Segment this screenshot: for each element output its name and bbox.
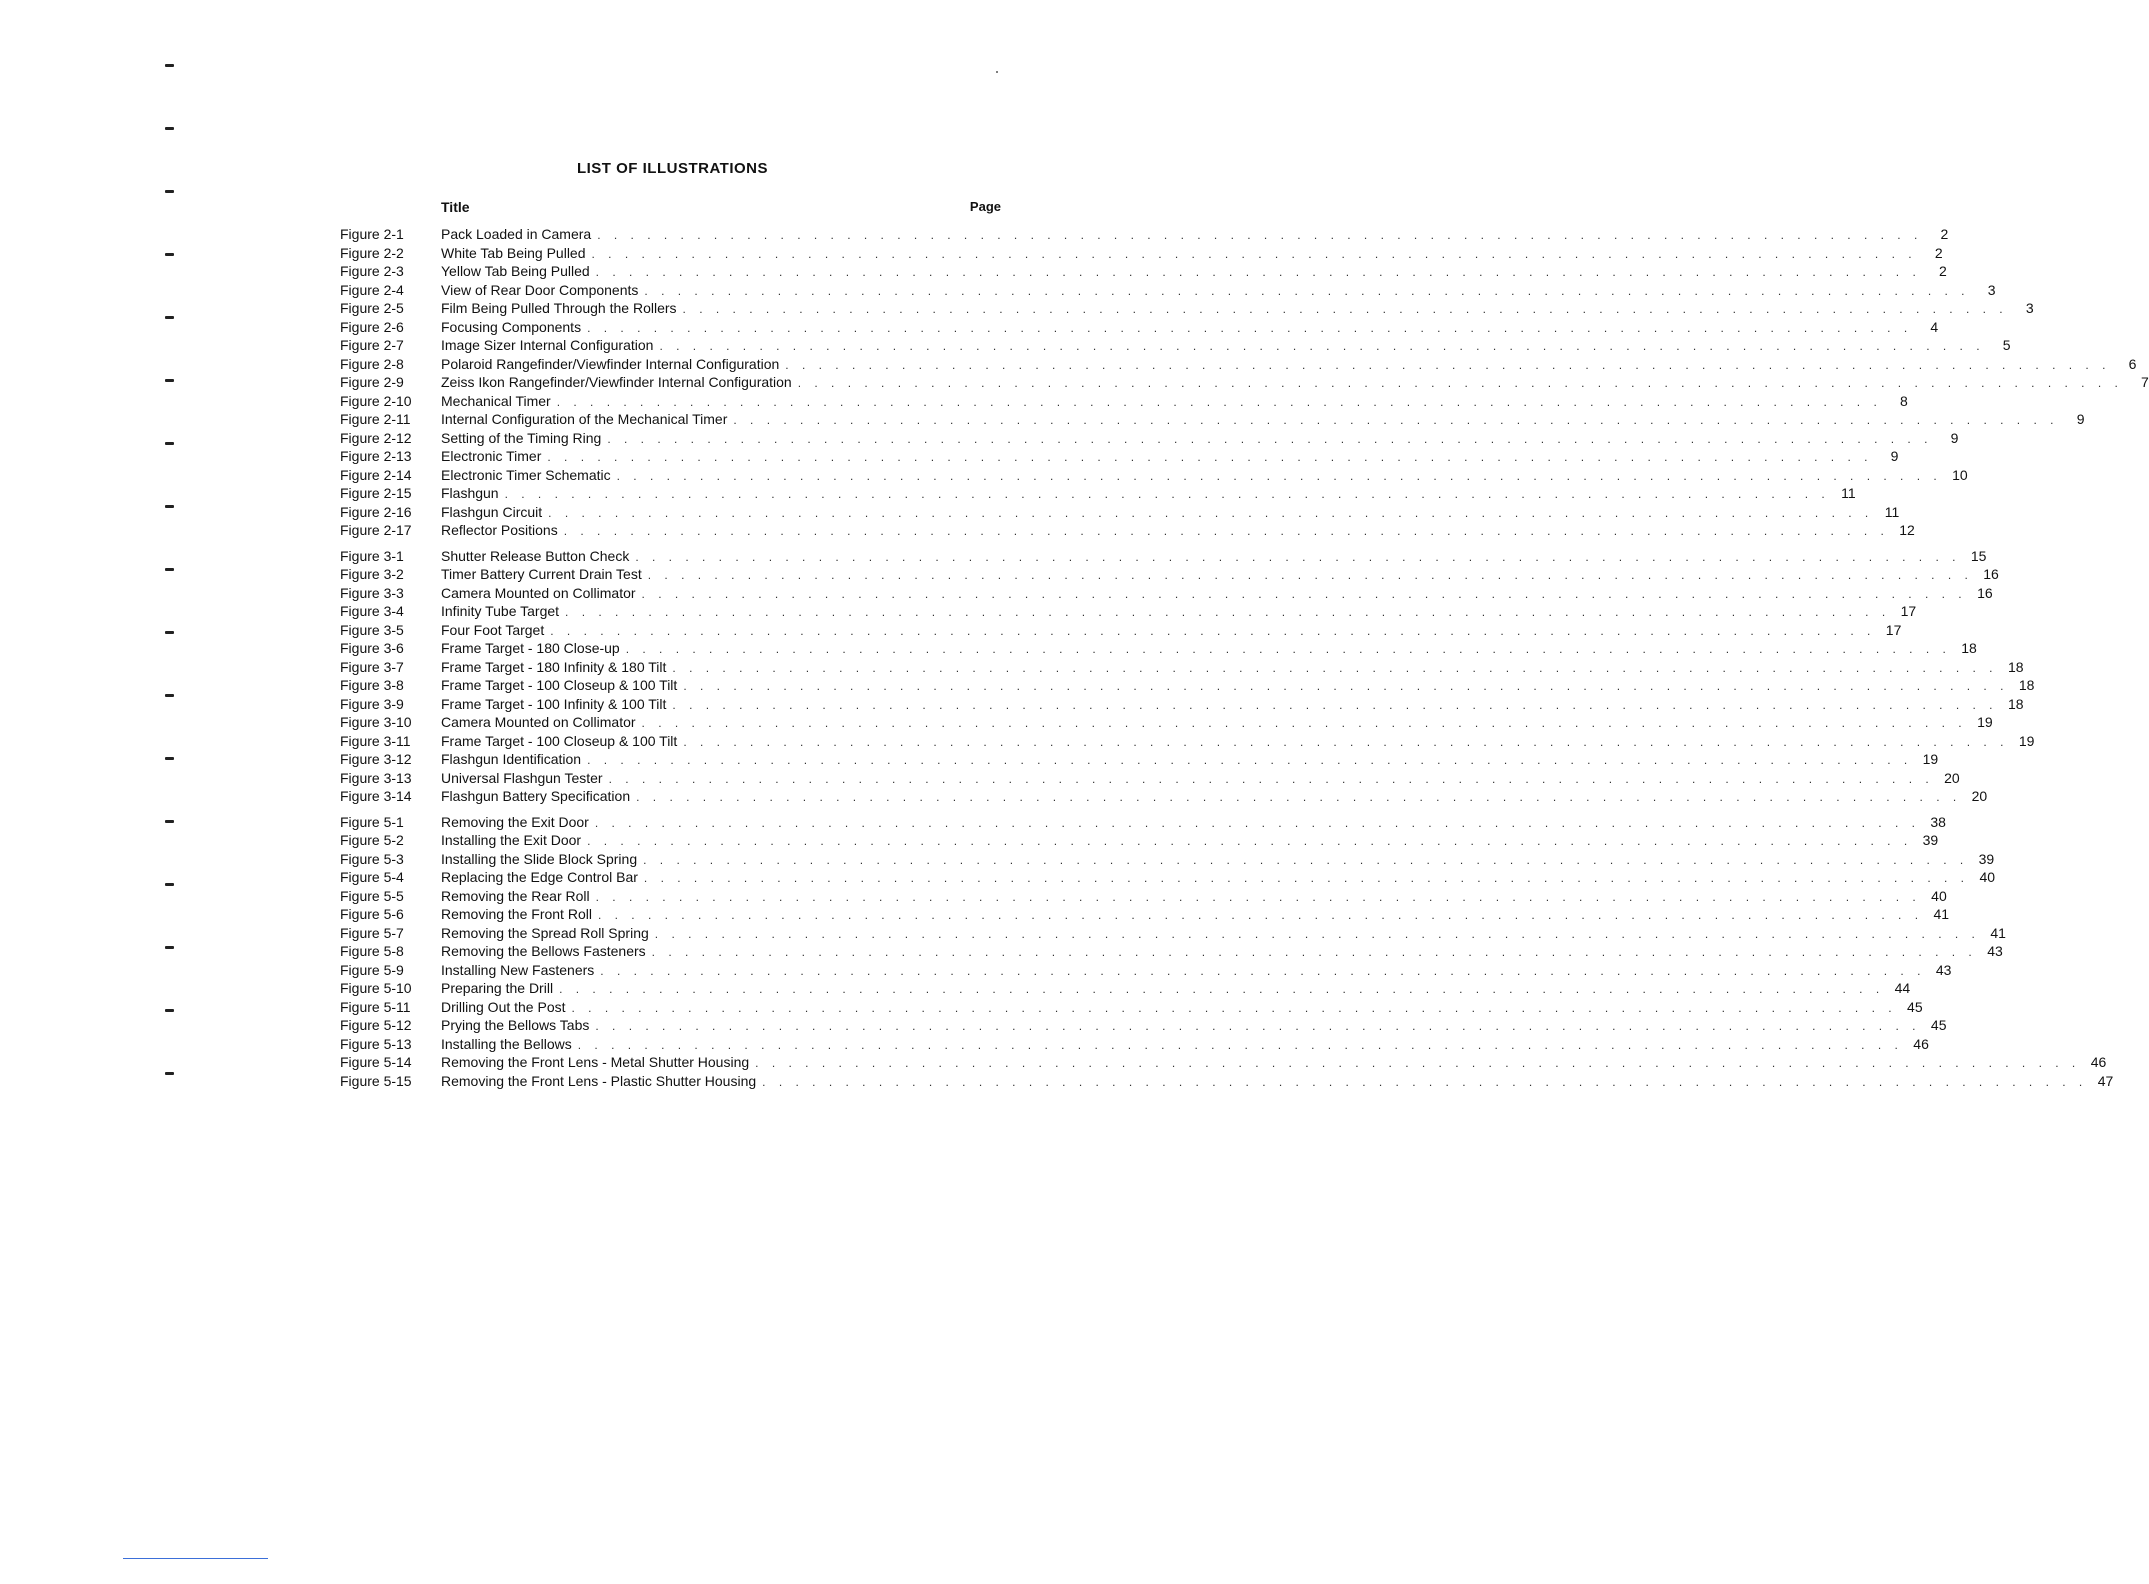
dot-leader: . . . . . . . . . . . . . . . . . . . . . . . . . . . . . . . . . . . . . . . . . . . . . . . . . . . . . . . . . . . . . . . . . . . . . . . . . . . . . . . . bbox=[651, 945, 1977, 959]
page-number: 20 bbox=[1971, 788, 1988, 804]
figure-title: Zeiss Ikon Rangefinder/Viewfinder Internal Configuration bbox=[441, 374, 792, 390]
figure-title: Electronic Timer bbox=[441, 448, 542, 464]
figure-number: Figure 5-13 bbox=[340, 1035, 412, 1052]
figure-number: Figure 3-6 bbox=[340, 640, 404, 656]
list-item bbox=[340, 336, 2011, 355]
page-number: 18 bbox=[2007, 695, 2024, 712]
figure-number: Figure 2-13 bbox=[340, 448, 412, 464]
figure-group bbox=[340, 547, 2035, 806]
page-number: 45 bbox=[1930, 1017, 1947, 1033]
figure-number: Figure 3-5 bbox=[340, 621, 404, 638]
page-number: 20 bbox=[1944, 769, 1960, 786]
figure-title: Removing the Spread Roll Spring bbox=[441, 924, 649, 941]
dot-leader: . . . . . . . . . . . . . . . . . . . . . . . . . . . . . . . . . . . . . . . . . . . . . . . . . . . . . . . . . . . . . . . . . . . . . . . . . . . . . . . . bbox=[587, 753, 1913, 767]
page-number: 38 bbox=[1930, 813, 1946, 830]
margin-tick bbox=[165, 946, 174, 949]
margin-tick bbox=[165, 883, 174, 886]
figure-title: Camera Mounted on Collimator bbox=[441, 714, 636, 730]
figure-title: Frame Target - 100 Closeup & 100 Tilt bbox=[441, 677, 678, 693]
figure-number: Figure 3-10 bbox=[340, 714, 412, 730]
figure-title: Removing the Front Roll bbox=[441, 906, 592, 922]
list-item bbox=[340, 410, 2085, 429]
figure-number: Figure 5-12 bbox=[340, 1017, 412, 1033]
list-item bbox=[340, 1035, 1929, 1054]
page-number: 9 bbox=[1950, 429, 1959, 446]
figure-number: Figure 5-3 bbox=[340, 850, 404, 867]
page-number: 8 bbox=[1900, 392, 1908, 409]
list-item bbox=[340, 429, 1959, 448]
dot-leader: . . . . . . . . . . . . . . . . . . . . . . . . . . . . . . . . . . . . . . . . . . . . . . . . . . . . . . . . . . . . . . . . . . . . . . . . . . . . . . . . bbox=[625, 642, 1951, 656]
dot-leader: . . . . . . . . . . . . . . . . . . . . . . . . . . . . . . . . . . . . . . . . . . . . . . . . . . . . . . . . . . . . . . . . . . . . . . . . . . . . . . . . bbox=[683, 679, 2009, 693]
dot-leader: . . . . . . . . . . . . . . . . . . . . . . . . . . . . . . . . . . . . . . . . . . . . . . . . . . . . . . . . . . . . . . . . . . . . . . . . . . . . . . . . bbox=[556, 394, 1882, 409]
page-number: 17 bbox=[1900, 603, 1917, 619]
dot-leader: . . . . . . . . . . . . . . . . . . . . . . . . . . . . . . . . . . . . . . . . . . . . . . . . . . . . . . . . . . . . . . . . . . . . . . . . . . . . . . . . bbox=[643, 871, 1970, 885]
list-item bbox=[340, 850, 1995, 869]
list-item bbox=[340, 1072, 2114, 1091]
list-item bbox=[340, 262, 1947, 281]
dot-leader: . . . . . . . . . . . . . . . . . . . . . . . . . . . . . . . . . . . . . . . . . . . . . . . . . . . . . . . . . . . . . . . . . . . . . . . . . . . . . . . . bbox=[547, 450, 1873, 464]
dot-leader: . . . . . . . . . . . . . . . . . . . . . . . . . . . . . . . . . . . . . . . . . . . . . . . . . . . . . . . . . . . . . . . . . . . . . . . . . . . . . . . . bbox=[643, 852, 1969, 867]
list-item bbox=[340, 732, 2035, 751]
page-number: 4 bbox=[1930, 318, 1939, 335]
dot-leader: . . . . . . . . . . . . . . . . . . . . . . . . . . . . . . . . . . . . . . . . . . . . . . . . . . . . . . . . . . . . . . . . . . . . . . . . . . . . . . . . bbox=[608, 771, 1934, 786]
figure-number: Figure 3-12 bbox=[340, 751, 412, 767]
list-item bbox=[340, 713, 1993, 732]
page-number: 16 bbox=[1983, 566, 1999, 582]
figure-title: Flashgun Identification bbox=[441, 751, 582, 767]
figure-title: Timer Battery Current Drain Test bbox=[441, 566, 642, 582]
list-item bbox=[340, 466, 1968, 485]
figure-number: Figure 5-10 bbox=[340, 980, 412, 996]
figure-title: Installing the Exit Door bbox=[441, 832, 582, 848]
list-item bbox=[340, 503, 1900, 522]
margin-tick bbox=[165, 1072, 174, 1075]
figure-number: Figure 2-17 bbox=[340, 522, 412, 538]
figure-title: Universal Flashgun Tester bbox=[441, 769, 603, 786]
dot-leader: . . . . . . . . . . . . . . . . . . . . . . . . . . . . . . . . . . . . . . . . . . . . . . . . . . . . . . . . . . . . . . . . . . . . . . . . . . . . . . . . bbox=[600, 963, 1926, 978]
figure-title: Installing the Bellows bbox=[441, 1035, 572, 1052]
page-number: 43 bbox=[1935, 961, 1952, 978]
list-item bbox=[340, 868, 1996, 887]
page-number: 40 bbox=[1931, 887, 1947, 904]
dot-leader: . . . . . . . . . . . . . . . . . . . . . . . . . . . . . . . . . . . . . . . . . . . . . . . . . . . . . . . . . . . . . . . . . . . . . . . . . . . . . . . . bbox=[595, 889, 1921, 904]
figure-title: Polaroid Rangefinder/Viewfinder Internal Configuration bbox=[441, 355, 780, 372]
figure-title: Flashgun bbox=[441, 485, 499, 501]
dot-leader: . . . . . . . . . . . . . . . . . . . . . . . . . . . . . . . . . . . . . . . . . . . . . . . . . . . . . . . . . . . . . . . . . . . . . . . . . . . . . . . . bbox=[504, 487, 1830, 501]
page-number: 41 bbox=[1933, 906, 1950, 922]
list-item bbox=[340, 750, 1939, 769]
figure-number: Figure 5-5 bbox=[340, 887, 404, 904]
page-number: 11 bbox=[1884, 503, 1900, 520]
figure-number: Figure 2-3 bbox=[340, 263, 404, 279]
dot-leader: . . . . . . . . . . . . . . . . . . . . . . . . . . . . . . . . . . . . . . . . . . . . . . . . . . . . . . . . . . . . . . . . . . . . . . . . . . . . . . . . bbox=[591, 246, 1917, 261]
page-number: 9 bbox=[2076, 411, 2085, 427]
figure-title: Frame Target - 100 Infinity & 100 Tilt bbox=[441, 695, 667, 712]
dot-leader: . . . . . . . . . . . . . . . . . . . . . . . . . . . . . . . . . . . . . . . . . . . . . . . . . . . . . . . . . . . . . . . . . . . . . . . . . . . . . . . . bbox=[597, 228, 1923, 242]
page-number: 40 bbox=[1979, 869, 1996, 885]
figure-number: Figure 2-12 bbox=[340, 429, 412, 446]
figure-number: Figure 3-7 bbox=[340, 658, 404, 675]
list-item bbox=[340, 547, 1987, 566]
list-item bbox=[340, 831, 1939, 850]
dot-leader: . . . . . . . . . . . . . . . . . . . . . . . . . . . . . . . . . . . . . . . . . . . . . . . . . . . . . . . . . . . . . . . . . . . . . . . . . . . . . . . . bbox=[654, 926, 1980, 941]
dot-leader: . . . . . . . . . . . . . . . . . . . . . . . . . . . . . . . . . . . . . . . . . . . . . . . . . . . . . . . . . . . . . . . . . . . . . . . . . . . . . . . . bbox=[755, 1056, 2081, 1070]
dot-leader: . . . . . . . . . . . . . . . . . . . . . . . . . . . . . . . . . . . . . . . . . . . . . . . . . . . . . . . . . . . . . . . . . . . . . . . . . . . . . . . . bbox=[659, 339, 1985, 353]
figure-title: Prying the Bellows Tabs bbox=[441, 1017, 590, 1033]
list-item bbox=[340, 998, 1923, 1017]
dot-leader: . . . . . . . . . . . . . . . . . . . . . . . . . . . . . . . . . . . . . . . . . . . . . . . . . . . . . . . . . . . . . . . . . . . . . . . . . . . . . . . . bbox=[647, 568, 1973, 582]
figure-title: Removing the Front Lens - Plastic Shutter Housing bbox=[441, 1072, 757, 1089]
list-item bbox=[340, 979, 1911, 998]
dot-leader: . . . . . . . . . . . . . . . . . . . . . . . . . . . . . . . . . . . . . . . . . . . . . . . . . . . . . . . . . . . . . . . . . . . . . . . . . . . . . . . . bbox=[594, 815, 1920, 830]
dot-leader: . . . . . . . . . . . . . . . . . . . . . . . . . . . . . . . . . . . . . . . . . . . . . . . . . . . . . . . . . . . . . . . . . . . . . . . . . . . . . . . . bbox=[559, 982, 1885, 996]
list-item bbox=[340, 225, 1949, 244]
figure-title: Installing the Slide Block Spring bbox=[441, 850, 638, 867]
dot-leader: . . . . . . . . . . . . . . . . . . . . . . . . . . . . . . . . . . . . . . . . . . . . . . . . . . . . . . . . . . . . . . . . . . . . . . . . . . . . . . . . bbox=[563, 524, 1889, 538]
figure-number: Figure 5-9 bbox=[340, 961, 404, 978]
figure-number: Figure 5-2 bbox=[340, 832, 404, 848]
margin-tick bbox=[165, 316, 174, 319]
margin-tick bbox=[165, 757, 174, 760]
list-item bbox=[340, 639, 1977, 658]
dot-leader: . . . . . . . . . . . . . . . . . . . . . . . . . . . . . . . . . . . . . . . . . . . . . . . . . . . . . . . . . . . . . . . . . . . . . . . . . . . . . . . . bbox=[616, 468, 1942, 483]
page-number: 3 bbox=[2025, 300, 2034, 316]
dot-leader: . . . . . . . . . . . . . . . . . . . . . . . . . . . . . . . . . . . . . . . . . . . . . . . . . . . . . . . . . . . . . . . . . . . . . . . . . . . . . . . . bbox=[733, 413, 2059, 427]
list-item bbox=[340, 392, 1908, 411]
list-item bbox=[340, 621, 1902, 640]
margin-tick bbox=[165, 631, 174, 634]
margin-tick bbox=[165, 694, 174, 697]
list-item bbox=[340, 521, 1915, 540]
list-item bbox=[340, 695, 2024, 714]
page-number: 41 bbox=[1990, 924, 2006, 941]
margin-tick bbox=[165, 820, 174, 823]
figure-number: Figure 2-10 bbox=[340, 392, 412, 409]
list-item bbox=[340, 924, 2006, 943]
list-item bbox=[340, 905, 1950, 924]
figure-title: Infinity Tube Target bbox=[441, 603, 560, 619]
figure-number: Figure 3-8 bbox=[340, 677, 404, 693]
list-item bbox=[340, 281, 1996, 300]
margin-tick bbox=[165, 568, 174, 571]
figure-title: Frame Target - 180 Close-up bbox=[441, 640, 620, 656]
dot-leader: . . . . . . . . . . . . . . . . . . . . . . . . . . . . . . . . . . . . . . . . . . . . . . . . . . . . . . . . . . . . . . . . . . . . . . . . . . . . . . . . bbox=[682, 302, 2008, 316]
column-header-title: Title bbox=[441, 199, 470, 215]
dot-leader: . . . . . . . . . . . . . . . . . . . . . . . . . . . . . . . . . . . . . . . . . . . . . . . . . . . . . . . . . . . . . . . . . . . . . . . . . . . . . . . . bbox=[636, 790, 1962, 804]
page-number: 19 bbox=[2018, 732, 2035, 749]
page-number: 11 bbox=[1841, 485, 1856, 501]
list-item bbox=[340, 318, 1939, 337]
dot-leader: . . . . . . . . . . . . . . . . . . . . . . . . . . . . . . . . . . . . . . . . . . . . . . . . . . . . . . . . . . . . . . . . . . . . . . . . . . . . . . . . bbox=[683, 734, 2009, 749]
list-item bbox=[340, 299, 2034, 318]
page-number: 17 bbox=[1885, 621, 1902, 638]
page-number: 18 bbox=[1961, 640, 1977, 656]
dot-leader: . . . . . . . . . . . . . . . . . . . . . . . . . . . . . . . . . . . . . . . . . . . . . . . . . . . . . . . . . . . . . . . . . . . . . . . . . . . . . . . . bbox=[587, 320, 1913, 335]
page-number: 19 bbox=[1922, 751, 1939, 767]
figure-title: Focusing Components bbox=[441, 318, 582, 335]
page-title: LIST OF ILLUSTRATIONS bbox=[576, 160, 769, 177]
figure-title: Flashgun Battery Specification bbox=[441, 788, 631, 804]
figure-title: Removing the Exit Door bbox=[441, 813, 589, 830]
figure-number: Figure 5-1 bbox=[340, 813, 404, 830]
dot-leader: . . . . . . . . . . . . . . . . . . . . . . . . . . . . . . . . . . . . . . . . . . . . . . . . . . . . . . . . . . . . . . . . . . . . . . . . . . . . . . . . bbox=[607, 431, 1933, 446]
figure-number: Figure 5-8 bbox=[340, 943, 404, 959]
figure-number: Figure 3-9 bbox=[340, 695, 404, 712]
page-number: 47 bbox=[2097, 1072, 2114, 1089]
page-number: 3 bbox=[1987, 281, 1996, 298]
figure-number: Figure 2-7 bbox=[340, 337, 404, 353]
figure-number: Figure 2-11 bbox=[340, 411, 411, 427]
figure-number: Figure 3-11 bbox=[340, 732, 411, 749]
margin-tick bbox=[165, 190, 174, 193]
figure-title: Camera Mounted on Collimator bbox=[441, 584, 636, 601]
dot-leader: . . . . . . . . . . . . . . . . . . . . . . . . . . . . . . . . . . . . . . . . . . . . . . . . . . . . . . . . . . . . . . . . . . . . . . . . . . . . . . . . bbox=[797, 376, 2123, 390]
figure-title: White Tab Being Pulled bbox=[441, 244, 586, 261]
dot-leader: . . . . . . . . . . . . . . . . . . . . . . . . . . . . . . . . . . . . . . . . . . . . . . . . . . . . . . . . . . . . . . . . . . . . . . . . . . . . . . . . bbox=[785, 357, 2111, 372]
list-item bbox=[340, 787, 1988, 806]
list-item bbox=[340, 676, 2035, 695]
list-item bbox=[340, 584, 1993, 603]
page-number: 15 bbox=[1970, 547, 1987, 564]
dot-leader: . . . . . . . . . . . . . . . . . . . . . . . . . . . . . . . . . . . . . . . . . . . . . . . . . . . . . . . . . . . . . . . . . . . . . . . . . . . . . . . . bbox=[597, 908, 1924, 922]
list-item bbox=[340, 658, 2024, 677]
page-number: 44 bbox=[1894, 980, 1911, 996]
list-item bbox=[340, 813, 1946, 832]
figure-title: Replacing the Edge Control Bar bbox=[441, 869, 638, 885]
dot-leader: . . . . . . . . . . . . . . . . . . . . . . . . . . . . . . . . . . . . . . . . . . . . . . . . . . . . . . . . . . . . . . . . . . . . . . . . . . . . . . . . bbox=[550, 623, 1876, 638]
list-item bbox=[340, 942, 2003, 961]
illustration-list bbox=[340, 225, 2149, 1097]
figure-number: Figure 2-5 bbox=[340, 300, 404, 316]
page-number: 12 bbox=[1899, 522, 1915, 538]
dot-leader: . . . . . . . . . . . . . . . . . . . . . . . . . . . . . . . . . . . . . . . . . . . . . . . . . . . . . . . . . . . . . . . . . . . . . . . . . . . . . . . . bbox=[571, 1000, 1897, 1015]
margin-tick bbox=[165, 253, 174, 256]
figure-number: Figure 2-1 bbox=[340, 226, 404, 242]
list-item bbox=[340, 961, 1952, 980]
figure-title: Removing the Bellows Fasteners bbox=[441, 943, 646, 959]
figure-title: Preparing the Drill bbox=[441, 980, 554, 996]
figure-number: Figure 5-11 bbox=[340, 998, 411, 1015]
page-number: 18 bbox=[2018, 677, 2035, 693]
figure-title: Internal Configuration of the Mechanical Timer bbox=[441, 411, 728, 427]
figure-title: Flashgun Circuit bbox=[441, 503, 543, 520]
page-number: 19 bbox=[1977, 714, 1993, 730]
page-number: 43 bbox=[1987, 943, 2003, 959]
list-item bbox=[340, 244, 1943, 263]
figure-number: Figure 2-16 bbox=[340, 503, 412, 520]
margin-tick bbox=[165, 127, 174, 130]
page-number: 46 bbox=[1913, 1035, 1929, 1052]
figure-number: Figure 2-2 bbox=[340, 244, 404, 261]
list-item bbox=[340, 484, 1856, 503]
page-number: 9 bbox=[1890, 448, 1899, 464]
figure-number: Figure 3-4 bbox=[340, 603, 404, 619]
figure-number: Figure 2-9 bbox=[340, 374, 404, 390]
figure-number: Figure 3-3 bbox=[340, 584, 404, 601]
figure-title: Pack Loaded in Camera bbox=[441, 226, 592, 242]
figure-group bbox=[340, 813, 2114, 1091]
margin-tick bbox=[165, 442, 174, 445]
figure-number: Figure 3-14 bbox=[340, 788, 412, 804]
page-number: 39 bbox=[1922, 832, 1939, 848]
page-number: 2 bbox=[1934, 244, 1943, 261]
list-item bbox=[340, 887, 1947, 906]
page-number: 7 bbox=[2141, 374, 2149, 390]
figure-title: View of Rear Door Components bbox=[441, 281, 639, 298]
figure-number: Figure 2-8 bbox=[340, 355, 404, 372]
page-number: 46 bbox=[2090, 1054, 2107, 1070]
dot-leader: . . . . . . . . . . . . . . . . . . . . . . . . . . . . . . . . . . . . . . . . . . . . . . . . . . . . . . . . . . . . . . . . . . . . . . . . . . . . . . . . bbox=[672, 697, 1998, 712]
dot-leader: . . . . . . . . . . . . . . . . . . . . . . . . . . . . . . . . . . . . . . . . . . . . . . . . . . . . . . . . . . . . . . . . . . . . . . . . . . . . . . . . bbox=[577, 1037, 1903, 1052]
figure-number: Figure 5-6 bbox=[340, 906, 404, 922]
margin-tick bbox=[165, 64, 174, 67]
page-number: 5 bbox=[2002, 337, 2011, 353]
footer-underline-mark bbox=[123, 1558, 268, 1559]
figure-number: Figure 2-4 bbox=[340, 281, 404, 298]
page-number: 2 bbox=[1938, 263, 1947, 279]
figure-title: Drilling Out the Post bbox=[441, 998, 566, 1015]
list-item bbox=[340, 602, 1917, 621]
scan-speck bbox=[996, 71, 998, 73]
dot-leader: . . . . . . . . . . . . . . . . . . . . . . . . . . . . . . . . . . . . . . . . . . . . . . . . . . . . . . . . . . . . . . . . . . . . . . . . . . . . . . . . bbox=[762, 1074, 2088, 1089]
figure-number: Figure 3-2 bbox=[340, 566, 404, 582]
figure-title: Four Foot Target bbox=[441, 621, 545, 638]
figure-title: Setting of the Timing Ring bbox=[441, 429, 602, 446]
dot-leader: . . . . . . . . . . . . . . . . . . . . . . . . . . . . . . . . . . . . . . . . . . . . . . . . . . . . . . . . . . . . . . . . . . . . . . . . . . . . . . . . bbox=[565, 605, 1891, 619]
dot-leader: . . . . . . . . . . . . . . . . . . . . . . . . . . . . . . . . . . . . . . . . . . . . . . . . . . . . . . . . . . . . . . . . . . . . . . . . . . . . . . . . bbox=[595, 1019, 1921, 1033]
page-number: 10 bbox=[1952, 466, 1968, 483]
margin-tick bbox=[165, 1009, 174, 1012]
dot-leader: . . . . . . . . . . . . . . . . . . . . . . . . . . . . . . . . . . . . . . . . . . . . . . . . . . . . . . . . . . . . . . . . . . . . . . . . . . . . . . . . bbox=[548, 505, 1874, 520]
figure-number: Figure 5-4 bbox=[340, 869, 404, 885]
dot-leader: . . . . . . . . . . . . . . . . . . . . . . . . . . . . . . . . . . . . . . . . . . . . . . . . . . . . . . . . . . . . . . . . . . . . . . . . . . . . . . . . bbox=[641, 716, 1967, 730]
list-item bbox=[340, 447, 1899, 466]
page-number: 6 bbox=[2128, 355, 2137, 372]
figure-number: Figure 5-15 bbox=[340, 1072, 412, 1089]
list-item bbox=[340, 1053, 2107, 1072]
page-number: 16 bbox=[1977, 584, 1993, 601]
figure-number: Figure 5-7 bbox=[340, 924, 404, 941]
figure-number: Figure 3-13 bbox=[340, 769, 412, 786]
dot-leader: . . . . . . . . . . . . . . . . . . . . . . . . . . . . . . . . . . . . . . . . . . . . . . . . . . . . . . . . . . . . . . . . . . . . . . . . . . . . . . . . bbox=[587, 834, 1913, 848]
list-item bbox=[340, 1016, 1947, 1035]
figure-title: Removing the Rear Roll bbox=[441, 887, 590, 904]
dot-leader: . . . . . . . . . . . . . . . . . . . . . . . . . . . . . . . . . . . . . . . . . . . . . . . . . . . . . . . . . . . . . . . . . . . . . . . . . . . . . . . . bbox=[595, 265, 1921, 279]
list-item bbox=[340, 769, 1960, 788]
figure-title: Frame Target - 100 Closeup & 100 Tilt bbox=[441, 732, 678, 749]
page-number: 2 bbox=[1940, 226, 1949, 242]
dot-leader: . . . . . . . . . . . . . . . . . . . . . . . . . . . . . . . . . . . . . . . . . . . . . . . . . . . . . . . . . . . . . . . . . . . . . . . . . . . . . . . . bbox=[644, 283, 1970, 298]
figure-title: Installing New Fasteners bbox=[441, 961, 595, 978]
figure-title: Removing the Front Lens - Metal Shutter Housing bbox=[441, 1054, 750, 1070]
figure-title: Frame Target - 180 Infinity & 180 Tilt bbox=[441, 658, 667, 675]
figure-title: Image Sizer Internal Configuration bbox=[441, 337, 654, 353]
figure-group bbox=[340, 225, 2149, 540]
page-number: 39 bbox=[1978, 850, 1995, 867]
dot-leader: . . . . . . . . . . . . . . . . . . . . . . . . . . . . . . . . . . . . . . . . . . . . . . . . . . . . . . . . . . . . . . . . . . . . . . . . . . . . . . . . bbox=[672, 660, 1998, 675]
figure-title: Film Being Pulled Through the Rollers bbox=[441, 300, 677, 316]
dot-leader: . . . . . . . . . . . . . . . . . . . . . . . . . . . . . . . . . . . . . . . . . . . . . . . . . . . . . . . . . . . . . . . . . . . . . . . . . . . . . . . . bbox=[635, 549, 1961, 564]
figure-title: Yellow Tab Being Pulled bbox=[441, 263, 590, 279]
margin-tick bbox=[165, 379, 174, 382]
figure-number: Figure 3-1 bbox=[340, 547, 404, 564]
figure-number: Figure 2-14 bbox=[340, 466, 412, 483]
dot-leader: . . . . . . . . . . . . . . . . . . . . . . . . . . . . . . . . . . . . . . . . . . . . . . . . . . . . . . . . . . . . . . . . . . . . . . . . . . . . . . . . bbox=[641, 586, 1967, 601]
figure-title: Mechanical Timer bbox=[441, 392, 551, 409]
figure-number: Figure 5-14 bbox=[340, 1054, 412, 1070]
figure-number: Figure 2-6 bbox=[340, 318, 404, 335]
list-item bbox=[340, 355, 2137, 374]
page-number: 45 bbox=[1907, 998, 1923, 1015]
column-header-page: Page bbox=[969, 199, 1001, 214]
figure-title: Reflector Positions bbox=[441, 522, 558, 538]
figure-title: Shutter Release Button Check bbox=[441, 547, 630, 564]
list-item bbox=[340, 565, 1999, 584]
margin-tick bbox=[165, 505, 174, 508]
column-header-row bbox=[441, 199, 1001, 217]
page-number: 18 bbox=[2007, 658, 2024, 675]
figure-title: Electronic Timer Schematic bbox=[441, 466, 611, 483]
list-item bbox=[340, 373, 2149, 392]
figure-number: Figure 2-15 bbox=[340, 485, 412, 501]
